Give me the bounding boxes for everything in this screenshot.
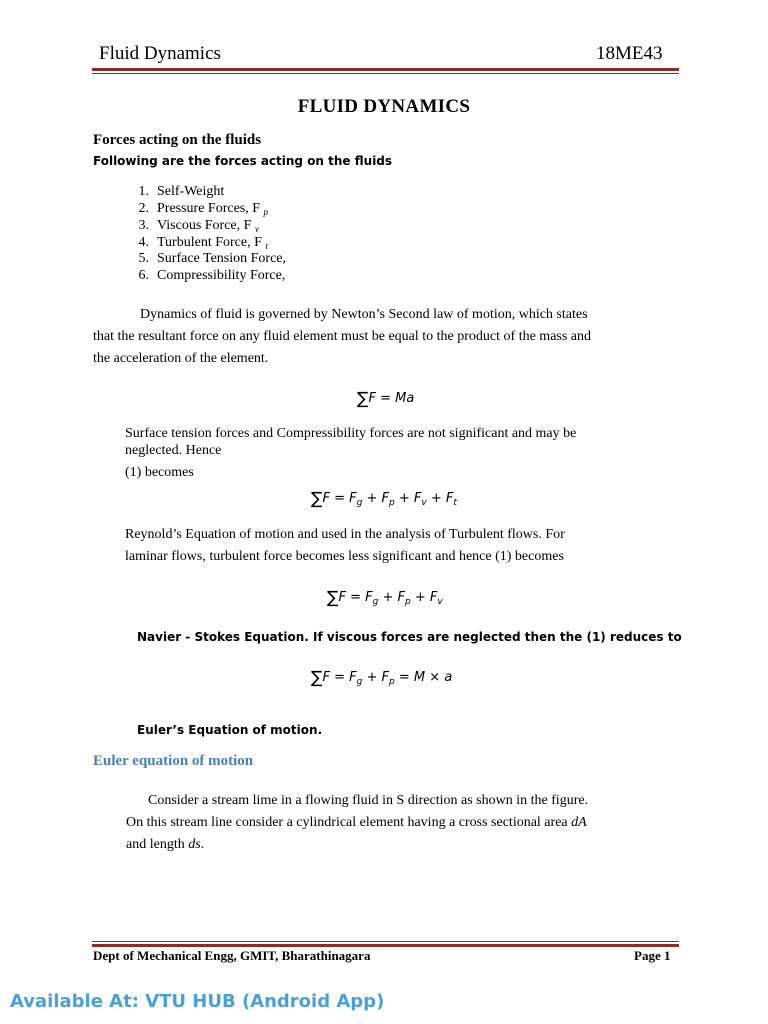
paragraph-line: Surface tension forces and Compressibility forces are not significant and may be [125,426,577,441]
footer-rule-thick [92,944,679,947]
paragraph-line: (1) becomes [125,465,194,480]
list-item: 5. Surface Tension Force, [138,251,287,266]
paragraph-line: Reynold’s Equation of motion and used in the analysis of Turbulent flows. For [125,527,565,542]
paragraph-line: and length ds. [126,837,205,852]
euler-equation-label: Euler’s Equation of motion. [137,723,323,737]
footer-page-number: Page 1 [634,948,671,963]
paragraph-line: laminar flows, turbulent force becomes less significant and hence (1) becomes [125,549,564,564]
equation-newton: ∑F = Ma [357,389,415,409]
list-item: 1. Self-Weight [138,184,225,199]
header-rule-thin [92,73,679,74]
footer-department: Dept of Mechanical Engg, GMIT, Bharathinagara [93,948,371,963]
page-title: FLUID DYNAMICS [297,96,471,117]
header-code: 18ME43 [596,43,663,64]
equation-laminar: $\sum F = F_g + F_p + F_v$ [327,588,443,608]
vtu-hub-watermark: Available At: VTU HUB (Android App) [10,991,385,1012]
header-title: Fluid Dynamics [99,43,221,64]
list-item: 3. Viscous Force, F $_v$ [138,218,259,234]
paragraph-line: Consider a stream lime in a flowing fluid in S direction as shown in the figure. [148,793,589,808]
list-item: 2. Pressure Forces, F $_p$ [138,201,269,217]
section-heading-forces: Forces acting on the fluids [93,132,262,148]
equation-euler: $\sum F = F_g + F_p = M \times a$ [311,668,453,688]
paragraph-line: that the resultant force on any fluid element must be equal to the product of the mass and [93,329,592,344]
list-item: 6. Compressibility Force, [138,268,286,283]
section-heading-euler: Euler equation of motion [93,753,254,769]
footer-rule-thin [92,941,679,942]
paragraph-line: the acceleration of the element. [93,351,269,366]
navier-stokes-line: Navier - Stokes Equation. If viscous forces are neglected then the (1) reduces to [137,630,682,644]
equation-all-forces: $\sum F = F_g + F_p + F_v + F_t$ [311,489,457,509]
paragraph-line: Dynamics of fluid is governed by Newton’s Second law of motion, which states [140,307,588,322]
list-item: 4. Turbulent Force, F $_t$ [138,235,268,251]
header-rule-thick [92,68,679,71]
paragraph-line: neglected. Hence [125,443,222,458]
paragraph-line: On this stream line consider a cylindrical element having a cross sectional area dA [126,815,587,830]
section-subheading-forces: Following are the forces acting on the fluids [93,154,393,168]
